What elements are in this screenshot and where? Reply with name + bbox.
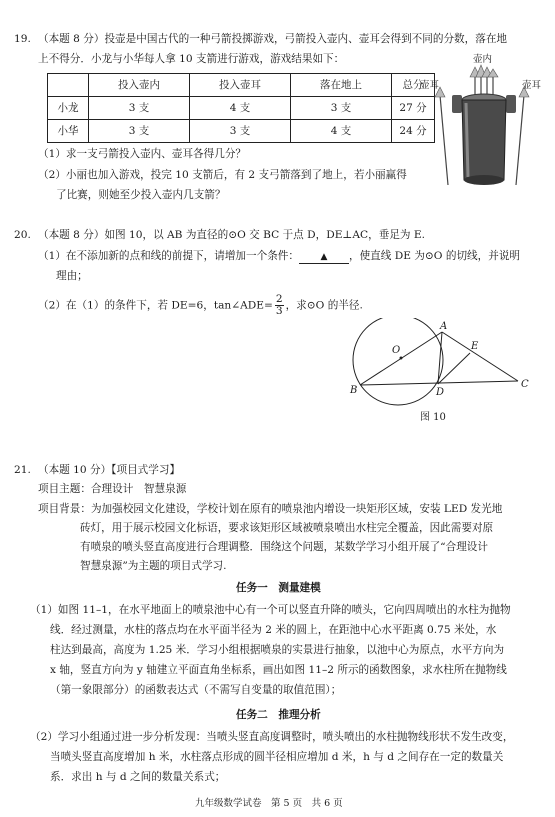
q20-sub1-line2: 理由； <box>56 270 88 282</box>
task1-line1: （1）如图 11–1，在水平地面上的喷泉池中心有一个可以竖直升降的喷头，它向四周喷出的水柱为抛物 <box>30 604 511 616</box>
fraction-denominator: 3 <box>275 305 283 318</box>
answer-blank: ▲ <box>299 251 349 264</box>
table-cell: 27 分 <box>392 97 435 120</box>
q19-sub1: （1）求一支弓箭投入壶内、壶耳各得几分？ <box>38 148 247 160</box>
q21-number: 21. <box>14 464 31 476</box>
table-cell: 4 支 <box>190 97 291 120</box>
task1-line2: 线．经过测量，水柱的落点均在水平面半径为 2 米的圆上，在距池中心水平距离 0.75 米处，水 <box>50 624 497 636</box>
q20-sub1-prefix: （1）在不添加新的点和线的前提下，请增加一个条件： <box>38 250 299 262</box>
label-hu-er-right: 壶耳 <box>522 80 542 91</box>
q20-sub1-line1 <box>38 249 520 264</box>
table-header-cell <box>48 74 89 97</box>
table-cell: 4 支 <box>291 120 392 143</box>
q19-stem-line1: （本题 8 分）投壶是中国古代的一种弓箭投掷游戏，弓箭投入壶内、壶耳会得到不同的分数，落在地 <box>38 33 508 45</box>
q20-number: 20. <box>14 229 31 241</box>
table-cell: 3 支 <box>190 120 291 143</box>
table-header-row <box>48 74 435 97</box>
figure-10 <box>340 318 540 428</box>
q20-sub2 <box>38 294 363 317</box>
q21-theme: 项目主题：合理设计 智慧泉源 <box>38 483 187 495</box>
table-cell: 3 支 <box>291 97 392 120</box>
q19-sub2-line1: （2）小丽也加入游戏，投完 10 支箭后，有 2 支弓箭落到了地上，若小丽赢得 <box>38 169 407 181</box>
task1-heading: 任务一 测量建模 <box>236 582 321 594</box>
q21-background-line3: 有喷泉的喷头竖直高度进行合理调整．围绕这个问题，某数学学习小组开展了“合理设计 <box>80 541 488 553</box>
table-cell: 小华 <box>48 120 89 143</box>
task1-line3: 柱达到最高，高度为 1.25 米．学习小组根据喷泉的实景进行抽象，以池中心为原点，水平方向为 <box>50 644 505 656</box>
q21-background-line1: 项目背景：为加强校园文化建设，学校计划在原有的喷泉池内增设一块矩形区域，安装 LED 发光地 <box>38 503 503 515</box>
touhu-pot-image <box>420 55 550 195</box>
table-row <box>48 97 435 120</box>
table-cell: 3 支 <box>89 97 190 120</box>
table-cell: 小龙 <box>48 97 89 120</box>
figure-caption: 图 10 <box>420 412 446 423</box>
table-header-cell: 投入壶内 <box>89 74 190 97</box>
q21-background-line2: 砖灯，用于展示校园文化标语，要求该矩形区域被喷泉喷出水柱完全覆盖，因此需要对原 <box>80 522 494 534</box>
point-label-d: D <box>436 387 445 398</box>
fraction <box>275 294 284 317</box>
point-label-a: A <box>440 321 448 332</box>
q20-sub2-prefix: （2）在（1）的条件下，若 DE=6，tan∠ADE= <box>38 299 273 312</box>
table-row <box>48 120 435 143</box>
q19-score-table <box>47 73 435 143</box>
point-label-c: C <box>521 379 529 390</box>
q20-sub2-suffix: ，求⊙O 的半径. <box>285 299 363 312</box>
table-header-cell: 总分 <box>392 74 435 97</box>
q19-stem-line2: 上不得分．小龙与小华每人拿 10 支箭进行游戏，游戏结果如下： <box>38 53 345 65</box>
q20-stem: （本题 8 分）如图 10，以 AB 为直径的⊙O 交 BC 于点 D，DE⊥AC，垂足为 E. <box>38 229 425 241</box>
task1-line4: x 轴，竖直方向为 y 轴建立平面直角坐标系，画出如图 11–2 所示的函数图象，求水柱所在抛物线 <box>50 664 507 676</box>
table-cell: 3 支 <box>89 120 190 143</box>
q21-background-line4: 智慧泉源”为主题的项目式学习. <box>80 560 227 572</box>
task1-line5: （第一象限部分）的函数表达式（不需写自变量的取值范围）； <box>50 684 342 696</box>
page-footer: 九年级数学试卷 第 5 页 共 6 页 <box>195 798 343 809</box>
task2-line2: 当喷头竖直高度增加 h 米，水柱落点形成的圆半径相应增加 d 米，h 与 d 之间存在一定的数量关 <box>50 751 504 763</box>
table-cell: 24 分 <box>392 120 435 143</box>
task2-heading: 任务二 推理分析 <box>236 709 321 721</box>
point-label-e: E <box>471 341 479 352</box>
q19-sub2-line2: 了比赛，则她至少投入壶内几支箭？ <box>56 189 226 201</box>
point-label-o: O <box>392 345 401 356</box>
table-header-cell: 投入壶耳 <box>190 74 291 97</box>
fraction-numerator: 2 <box>275 293 283 305</box>
task2-line3: 系．求出 h 与 d 之间的数量关系式； <box>50 771 226 783</box>
q19-number: 19. <box>14 33 31 45</box>
q20-sub1-suffix: ，使直线 DE 为⊙O 的切线，并说明 <box>349 250 521 262</box>
q21-title: （本题 10 分）【项目式学习】 <box>38 464 181 476</box>
task2-line1: （2）学习小组通过进一步分析发现：当喷头竖直高度调整时，喷头喷出的水柱抛物线形状不发生改变， <box>30 731 514 743</box>
label-hu-er-left: 壶耳 <box>420 80 440 91</box>
label-hu-nei: 壶内 <box>473 54 493 65</box>
point-label-b: B <box>350 385 358 396</box>
table-header-cell: 落在地上 <box>291 74 392 97</box>
